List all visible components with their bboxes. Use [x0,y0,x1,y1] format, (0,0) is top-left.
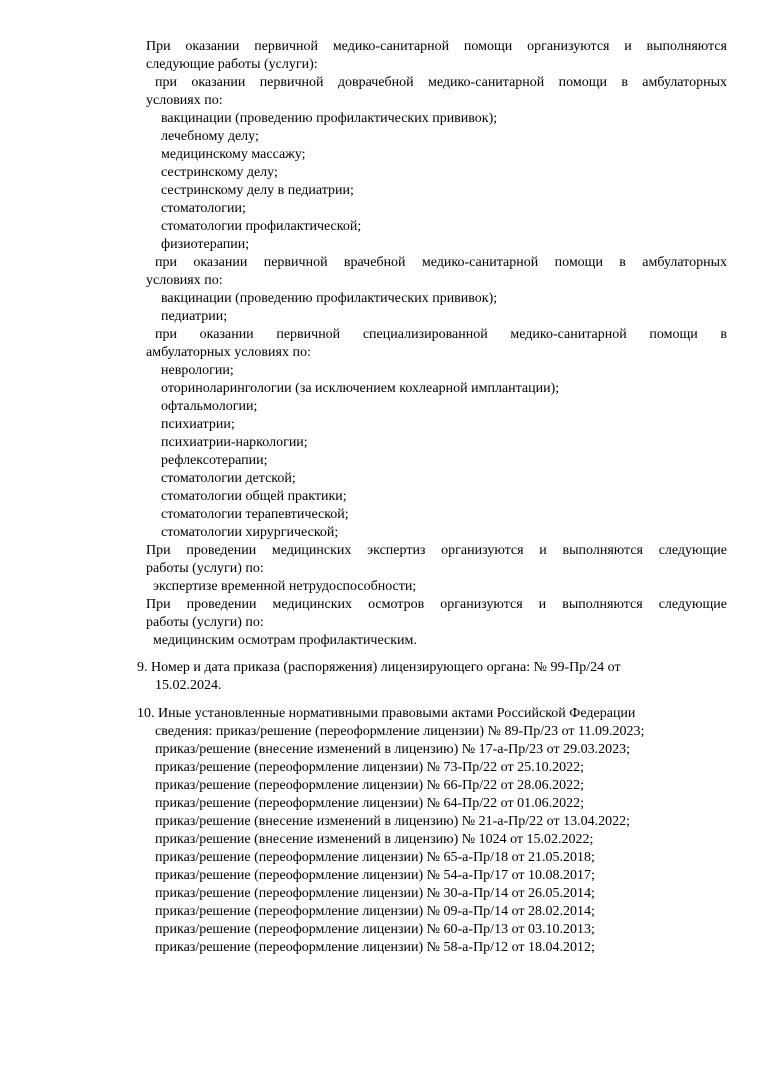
list-item: лечебному делу; [161,129,259,144]
order-line: приказ/решение (переоформление лицензии) № 60-а-Пр/13 от 03.10.2013; [155,922,595,937]
order-line: приказ/решение (переоформление лицензии) № 09-а-Пр/14 от 28.02.2014; [155,904,595,919]
list-item: медицинским осмотрам профилактическим. [153,633,417,648]
list-item: стоматологии терапевтической; [161,507,349,522]
list-item: сестринскому делу; [161,165,278,180]
expert-line-2: работы (услуги) по: [146,561,264,576]
list-item: экспертизе временной нетрудоспособности; [153,579,417,594]
osmotr-line-2: работы (услуги) по: [146,615,264,630]
order-line: приказ/решение (внесение изменений в лицензию) № 21-а-Пр/22 от 13.04.2022; [155,814,630,829]
list-item: педиатрии; [161,309,228,324]
list-item: стоматологии детской; [161,471,296,486]
vrach-heading-line-1: при оказании первичной врачебной медико-санитарной помощи в амбулаторных [155,255,727,270]
list-item: стоматологии; [161,201,246,216]
vrach-heading-line-2: условиях по: [146,273,223,288]
list-item: стоматологии общей практики; [161,489,347,504]
order-line: приказ/решение (переоформление лицензии) № 65-а-Пр/18 от 21.05.2018; [155,850,595,865]
section-9-line-1: 9. Номер и дата приказа (распоряжения) лицензирующего органа: № 99-Пр/24 от [137,660,621,675]
order-line: приказ/решение (переоформление лицензии) № 73-Пр/22 от 25.10.2022; [155,760,585,775]
spec-heading-line-2: амбулаторных условиях по: [146,345,311,360]
section-9-line-2: 15.02.2024. [155,678,222,693]
section-10-line-1: 10. Иные установленные нормативными правовыми актами Российской Федерации [137,706,636,721]
list-item: рефлексотерапии; [161,453,268,468]
list-item: офтальмологии; [161,399,258,414]
list-item: оториноларингологии (за исключением кохлеарной имплантации); [161,381,560,396]
osmotr-line-1: При проведении медицинских осмотров организуются и выполняются следующие [146,597,727,612]
prevrach-heading-line-2: условиях по: [146,93,223,108]
list-item: сестринскому делу в педиатрии; [161,183,354,198]
prevrach-heading-line-1: при оказании первичной доврачебной медико-санитарной помощи в амбулаторных [155,75,727,90]
order-line: приказ/решение (переоформление лицензии) № 30-а-Пр/14 от 26.05.2014; [155,886,595,901]
list-item: физиотерапии; [161,237,250,252]
order-line: приказ/решение (переоформление лицензии) № 64-Пр/22 от 01.06.2022; [155,796,585,811]
spec-heading-line-1: при оказании первичной специализированной медико-санитарной помощи в [155,327,727,342]
list-item: стоматологии профилактической; [161,219,362,234]
list-item: медицинскому массажу; [161,147,306,162]
services-intro-line-2: следующие работы (услуги): [146,57,318,72]
list-item: психиатрии-наркологии; [161,435,308,450]
order-line: приказ/решение (переоформление лицензии) № 58-а-Пр/12 от 18.04.2012; [155,940,595,955]
list-item: вакцинации (проведению профилактических прививок); [161,291,498,306]
order-line: приказ/решение (внесение изменений в лицензию) № 17-а-Пр/23 от 29.03.2023; [155,742,630,757]
list-item: стоматологии хирургической; [161,525,339,540]
order-line: приказ/решение (переоформление лицензии) № 54-а-Пр/17 от 10.08.2017; [155,868,595,883]
expert-line-1: При проведении медицинских экспертиз организуются и выполняются следующие [146,543,727,558]
list-item: психиатрии; [161,417,235,432]
order-line: приказ/решение (переоформление лицензии) № 66-Пр/22 от 28.06.2022; [155,778,585,793]
services-intro-line-1: При оказании первичной медико-санитарной помощи организуются и выполняются [146,39,727,54]
order-line: приказ/решение (внесение изменений в лицензию) № 1024 от 15.02.2022; [155,832,594,847]
list-item: неврологии; [161,363,234,378]
list-item: вакцинации (проведению профилактических прививок); [161,111,498,126]
section-10-line-2: сведения: приказ/решение (переоформление лицензии) № 89-Пр/23 от 11.09.2023; [155,724,645,739]
